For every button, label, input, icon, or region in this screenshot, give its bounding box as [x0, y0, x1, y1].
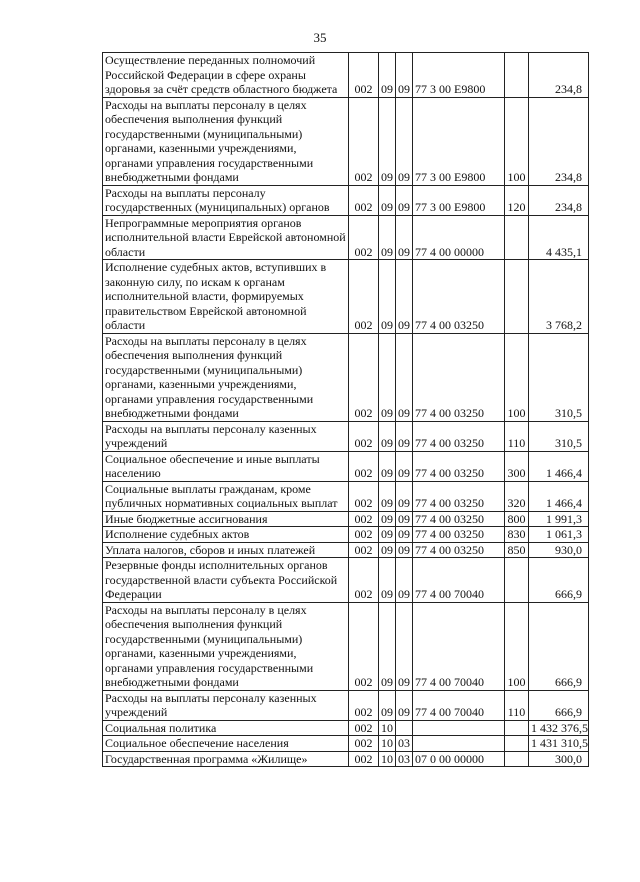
cell-pr: 09 — [396, 481, 413, 511]
cell-rz: 09 — [379, 690, 396, 720]
cell-csr: 77 3 00 Е9800 — [413, 97, 505, 185]
cell-pr: 09 — [396, 215, 413, 260]
cell-sum: 3 768,2 — [529, 260, 589, 334]
cell-rz: 10 — [379, 720, 396, 736]
table-row — [103, 602, 589, 690]
cell-rz: 09 — [379, 260, 396, 334]
cell-sum: 1 432 376,5 — [529, 720, 589, 736]
table-row — [103, 527, 589, 543]
cell-csr: 77 4 00 03250 — [413, 451, 505, 481]
table-row — [103, 720, 589, 736]
cell-csr: 77 4 00 00000 — [413, 215, 505, 260]
cell-rz: 09 — [379, 215, 396, 260]
cell-pr: 09 — [396, 185, 413, 215]
cell-rz: 09 — [379, 333, 396, 421]
cell-rz: 09 — [379, 558, 396, 603]
cell-sum: 666,9 — [529, 558, 589, 603]
cell-name: Социальная политика — [103, 720, 349, 736]
cell-rz: 09 — [379, 602, 396, 690]
cell-csr: 77 3 00 Е9800 — [413, 185, 505, 215]
cell-name: Исполнение судебных актов, вступивших в законную силу, по искам к органам исполнительной власти, формируемых правительством Еврейской автономной области — [103, 260, 349, 334]
cell-vr: 120 — [505, 185, 529, 215]
cell-name: Исполнение судебных актов — [103, 527, 349, 543]
cell-pr: 09 — [396, 451, 413, 481]
table-row — [103, 558, 589, 603]
cell-vr: 110 — [505, 690, 529, 720]
cell-pr: 03 — [396, 736, 413, 752]
cell-csr: 07 0 00 00000 — [413, 751, 505, 767]
cell-csr: 77 4 00 03250 — [413, 481, 505, 511]
cell-name: Социальное обеспечение населения — [103, 736, 349, 752]
cell-name: Осуществление переданных полномочий Российской Федерации в сфере охраны здоровья за счёт средств областного бюджета — [103, 53, 349, 98]
cell-ved: 002 — [349, 542, 379, 558]
cell-vr: 100 — [505, 97, 529, 185]
cell-pr: 09 — [396, 602, 413, 690]
cell-vr — [505, 215, 529, 260]
cell-sum: 1 431 310,5 — [529, 736, 589, 752]
cell-sum: 234,8 — [529, 97, 589, 185]
cell-vr — [505, 736, 529, 752]
cell-csr: 77 4 00 03250 — [413, 260, 505, 334]
cell-pr: 09 — [396, 511, 413, 527]
cell-csr — [413, 736, 505, 752]
cell-rz: 10 — [379, 751, 396, 767]
cell-rz: 09 — [379, 511, 396, 527]
cell-ved: 002 — [349, 602, 379, 690]
cell-ved: 002 — [349, 751, 379, 767]
cell-csr: 77 4 00 03250 — [413, 421, 505, 451]
cell-rz: 09 — [379, 527, 396, 543]
cell-sum: 1 466,4 — [529, 481, 589, 511]
cell-vr: 100 — [505, 333, 529, 421]
cell-ved: 002 — [349, 97, 379, 185]
table-row — [103, 511, 589, 527]
cell-ved: 002 — [349, 511, 379, 527]
table-row — [103, 481, 589, 511]
table-row — [103, 736, 589, 752]
table-row — [103, 690, 589, 720]
cell-sum: 310,5 — [529, 421, 589, 451]
cell-csr: 77 4 00 03250 — [413, 527, 505, 543]
table-row — [103, 751, 589, 767]
cell-vr — [505, 260, 529, 334]
cell-ved: 002 — [349, 690, 379, 720]
cell-vr: 850 — [505, 542, 529, 558]
cell-rz: 09 — [379, 421, 396, 451]
cell-csr: 77 4 00 70040 — [413, 602, 505, 690]
cell-name: Резервные фонды исполнительных органов государственной власти субъекта Российской Федерации — [103, 558, 349, 603]
cell-vr: 320 — [505, 481, 529, 511]
cell-pr: 09 — [396, 53, 413, 98]
cell-ved: 002 — [349, 185, 379, 215]
cell-name: Социальные выплаты гражданам, кроме публичных нормативных социальных выплат — [103, 481, 349, 511]
cell-name: Иные бюджетные ассигнования — [103, 511, 349, 527]
cell-csr: 77 4 00 70040 — [413, 690, 505, 720]
cell-name: Уплата налогов, сборов и иных платежей — [103, 542, 349, 558]
table-row — [103, 215, 589, 260]
cell-pr: 09 — [396, 421, 413, 451]
cell-pr: 09 — [396, 690, 413, 720]
cell-rz: 09 — [379, 97, 396, 185]
budget-table-body — [103, 53, 589, 767]
table-row — [103, 53, 589, 98]
cell-pr: 09 — [396, 97, 413, 185]
cell-pr: 09 — [396, 558, 413, 603]
table-row — [103, 185, 589, 215]
cell-sum: 1 991,3 — [529, 511, 589, 527]
cell-name: Расходы на выплаты персоналу в целях обеспечения выполнения функций государственными (муниципальными) органами, казенными учреждениями, органами управления государственными внебюджетными фондами — [103, 333, 349, 421]
cell-sum: 666,9 — [529, 690, 589, 720]
cell-rz: 09 — [379, 53, 396, 98]
cell-ved: 002 — [349, 333, 379, 421]
cell-sum: 930,0 — [529, 542, 589, 558]
cell-pr: 09 — [396, 542, 413, 558]
cell-ved: 002 — [349, 558, 379, 603]
cell-sum: 234,8 — [529, 53, 589, 98]
table-row — [103, 542, 589, 558]
cell-rz: 09 — [379, 451, 396, 481]
cell-sum: 4 435,1 — [529, 215, 589, 260]
cell-rz: 09 — [379, 542, 396, 558]
cell-vr: 100 — [505, 602, 529, 690]
table-row — [103, 421, 589, 451]
cell-ved: 002 — [349, 215, 379, 260]
cell-ved: 002 — [349, 736, 379, 752]
cell-pr: 09 — [396, 260, 413, 334]
cell-csr — [413, 720, 505, 736]
cell-vr — [505, 751, 529, 767]
cell-ved: 002 — [349, 421, 379, 451]
cell-name: Расходы на выплаты персоналу в целях обеспечения выполнения функций государственными (муниципальными) органами, казенными учреждениями, органами управления государственными внебюджетными фондами — [103, 602, 349, 690]
cell-csr: 77 4 00 03250 — [413, 333, 505, 421]
cell-name: Расходы на выплаты персоналу казенных учреждений — [103, 690, 349, 720]
cell-ved: 002 — [349, 53, 379, 98]
cell-ved: 002 — [349, 260, 379, 334]
table-row — [103, 260, 589, 334]
table-row — [103, 333, 589, 421]
cell-vr: 110 — [505, 421, 529, 451]
cell-name: Социальное обеспечение и иные выплаты населению — [103, 451, 349, 481]
cell-rz: 09 — [379, 481, 396, 511]
cell-pr: 09 — [396, 333, 413, 421]
cell-name: Расходы на выплаты персоналу государственных (муниципальных) органов — [103, 185, 349, 215]
cell-ved: 002 — [349, 527, 379, 543]
cell-sum: 234,8 — [529, 185, 589, 215]
cell-csr: 77 4 00 03250 — [413, 511, 505, 527]
cell-name: Расходы на выплаты персоналу казенных учреждений — [103, 421, 349, 451]
cell-csr: 77 3 00 Е9800 — [413, 53, 505, 98]
cell-ved: 002 — [349, 720, 379, 736]
cell-vr — [505, 720, 529, 736]
cell-sum: 1 466,4 — [529, 451, 589, 481]
cell-rz: 10 — [379, 736, 396, 752]
cell-csr: 77 4 00 03250 — [413, 542, 505, 558]
cell-name: Непрограммные мероприятия органов исполнительной власти Еврейской автономной области — [103, 215, 349, 260]
cell-pr — [396, 720, 413, 736]
page-number: 35 — [313, 30, 327, 45]
cell-vr — [505, 53, 529, 98]
cell-vr — [505, 558, 529, 603]
cell-name: Государственная программа «Жилище» — [103, 751, 349, 767]
budget-table — [102, 52, 589, 767]
cell-vr: 830 — [505, 527, 529, 543]
cell-vr: 800 — [505, 511, 529, 527]
cell-sum: 300,0 — [529, 751, 589, 767]
cell-ved: 002 — [349, 451, 379, 481]
cell-sum: 1 061,3 — [529, 527, 589, 543]
cell-pr: 03 — [396, 751, 413, 767]
table-row — [103, 97, 589, 185]
cell-vr: 300 — [505, 451, 529, 481]
cell-pr: 09 — [396, 527, 413, 543]
cell-csr: 77 4 00 70040 — [413, 558, 505, 603]
cell-ved: 002 — [349, 481, 379, 511]
cell-rz: 09 — [379, 185, 396, 215]
cell-sum: 310,5 — [529, 333, 589, 421]
cell-sum: 666,9 — [529, 602, 589, 690]
cell-name: Расходы на выплаты персоналу в целях обеспечения выполнения функций государственными (муниципальными) органами, казенными учреждениями, органами управления государственными внебюджетными фондами — [103, 97, 349, 185]
table-row — [103, 451, 589, 481]
